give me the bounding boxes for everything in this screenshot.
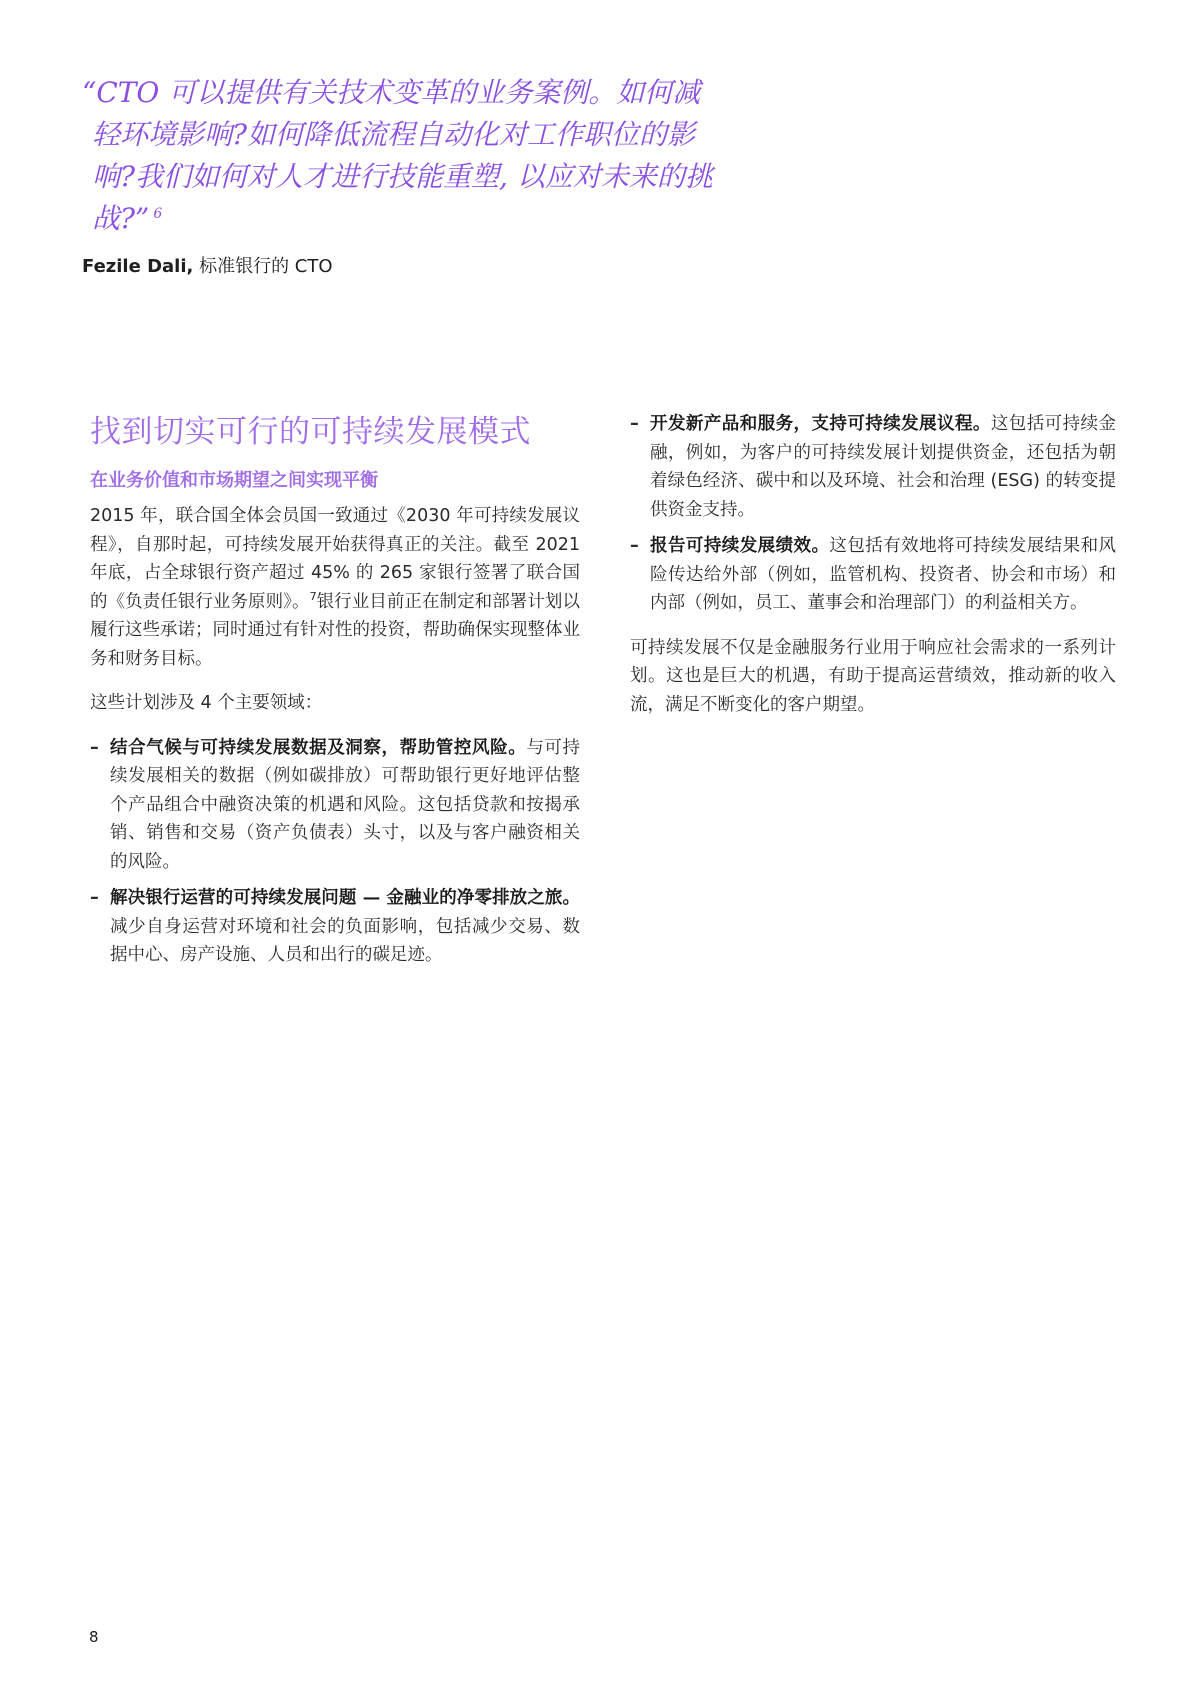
bullet-dash: – xyxy=(90,737,99,758)
section-title: 找到切实可行的可持续发展模式 xyxy=(90,414,531,450)
quote-attribution xyxy=(82,254,722,280)
bullet-lead: 开发新产品和服务，支持可持续发展议程。 xyxy=(650,414,991,434)
intro-footnote: 7 xyxy=(309,589,317,603)
intro-paragraph xyxy=(90,502,580,673)
list-item xyxy=(90,884,580,970)
bullet-body: 减少自身运营对环境和社会的负面影响，包括减少交易、数据中心、房产设施、人员和出行的碳足迹。 xyxy=(110,916,580,965)
bullet-dash: – xyxy=(90,888,99,908)
bullet-lead: 解决银行运营的可持续发展问题 — 金融业的净零排放之旅。 xyxy=(110,888,580,908)
bullet-body: 与可持续发展相关的数据（例如碳排放）可帮助银行更好地评估整个产品组合中融资决策的机遇和风险。这包括贷款和按揭承销、销售和交易（资产负债表）头寸，以及与客户融资相关的风险。 xyxy=(110,737,581,872)
left-column xyxy=(90,412,580,986)
list-item xyxy=(90,734,580,877)
right-column xyxy=(630,410,1116,735)
bullet-list-right xyxy=(630,410,1116,618)
closing-paragraph: 可持续发展不仅是金融服务行业用于响应社会需求的一系列计划。这也是巨大的机遇，有助于提高运营绩效，推动新的收入流，满足不断变化的客户期望。 xyxy=(630,637,1116,715)
quote-author-title: 标准银行的 CTO xyxy=(193,256,333,277)
areas-intro: 这些计划涉及 4 个主要领域： xyxy=(90,693,323,713)
pull-quote xyxy=(82,72,722,280)
intro-text-part-2: 银行业目前正在制定和部署计划以履行这些承诺；同时通过有针对性的投资，帮助确保实现整体业务和财务目标。 xyxy=(90,591,580,669)
quote-author-name: Fezile Dali, xyxy=(82,256,194,277)
intro-text-part-1: 2015 年，联合国全体会员国一致通过《2030 年可持续发展议程》，自那时起，可持续发展开始获得真正的关注。截至 2021 年底，占全球银行资产超过 45% 的 265 家银行签署了联合国的《负责任银行业务原则》。 xyxy=(90,506,580,612)
list-item xyxy=(630,410,1116,524)
page-number: 8 xyxy=(89,1628,99,1646)
section-subtitle: 在业务价值和市场期望之间实现平衡 xyxy=(90,470,378,491)
list-item xyxy=(630,532,1116,618)
quote-body: “CTO 可以提供有关技术变革的业务案例。如何减轻环境影响?如何降低流程自动化对工作职位的影响?我们如何对人才进行技能重塑, 以应对未来的挑战?” xyxy=(82,76,713,235)
bullet-dash: – xyxy=(630,536,639,556)
bullet-body: 这包括可持续金融，例如，为客户的可持续发展计划提供资金，还包括为朝着绿色经济、碳中和以及环境、社会和治理 (ESG) 的转变提供资金支持。 xyxy=(650,414,1116,520)
quote-text xyxy=(82,72,722,240)
bullet-list-left xyxy=(90,734,580,970)
bullet-lead: 报告可持续发展绩效。 xyxy=(650,536,830,556)
bullet-body: 这包括有效地将可持续发展结果和风险传达给外部（例如，监管机构、投资者、协会和市场）和内部（例如，员工、董事会和治理部门）的利益相关方。 xyxy=(650,536,1117,613)
bullet-lead: 结合气候与可持续发展数据及洞察，帮助管控风险。 xyxy=(110,737,527,758)
bullet-dash: – xyxy=(630,414,639,434)
quote-footnote: 6 xyxy=(153,205,163,222)
